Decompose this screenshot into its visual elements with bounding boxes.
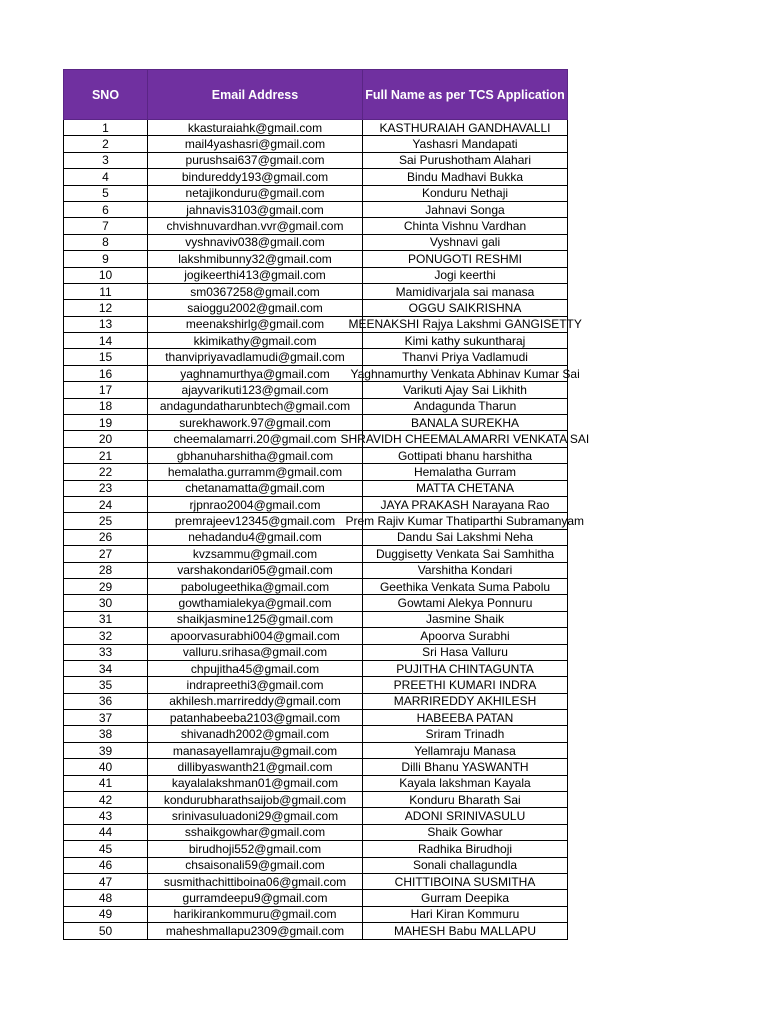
cell-email[interactable]: jahnavis3103@gmail.com	[148, 201, 363, 217]
cell-sno[interactable]: 7	[64, 218, 148, 234]
cell-full-name[interactable]: Sai Purushotham Alahari	[363, 152, 568, 168]
table-row	[64, 595, 568, 611]
cell-sno[interactable]: 6	[64, 201, 148, 217]
cell-sno[interactable]: 2	[64, 136, 148, 152]
cell-email[interactable]: bindureddy193@gmail.com	[148, 169, 363, 185]
cell-email[interactable]: shaikjasmine125@gmail.com	[148, 611, 363, 627]
table-row	[64, 251, 568, 267]
table-row	[64, 529, 568, 545]
table-row	[64, 890, 568, 906]
table-row	[64, 759, 568, 775]
cell-email[interactable]: indrapreethi3@gmail.com	[148, 677, 363, 693]
table-row	[64, 120, 568, 136]
cell-sno[interactable]: 46	[64, 857, 148, 873]
cell-sno[interactable]: 11	[64, 283, 148, 299]
cell-sno[interactable]: 31	[64, 611, 148, 627]
table-row	[64, 333, 568, 349]
cell-email[interactable]: yaghnamurthya@gmail.com	[148, 365, 363, 381]
header-sno[interactable]: SNO	[64, 70, 148, 120]
cell-text: SHRAVIDH CHEEMALAMARRI VENKATA SAI	[340, 432, 590, 447]
cell-sno[interactable]: 23	[64, 480, 148, 496]
table-row	[64, 841, 568, 857]
cell-sno[interactable]: 26	[64, 529, 148, 545]
table-row	[64, 283, 568, 299]
cell-email[interactable]: hemalatha.gurramm@gmail.com	[148, 464, 363, 480]
cell-sno[interactable]: 36	[64, 693, 148, 709]
cell-email[interactable]: patanhabeeba2103@gmail.com	[148, 710, 363, 726]
cell-full-name[interactable]: Varikuti Ajay Sai Likhith	[363, 382, 568, 398]
cell-full-name[interactable]: Hemalatha Gurram	[363, 464, 568, 480]
cell-full-name[interactable]: MATTA CHETANA	[363, 480, 568, 496]
cell-full-name[interactable]: Jogi keerthi	[363, 267, 568, 283]
table-row	[64, 201, 568, 217]
cell-full-name[interactable]: CHITTIBOINA SUSMITHA	[363, 873, 568, 889]
cell-full-name[interactable]	[340, 431, 590, 447]
cell-full-name[interactable]: Konduru Bharath Sai	[363, 792, 568, 808]
cell-email[interactable]: apoorvasurabhi004@gmail.com	[148, 628, 363, 644]
cell-full-name[interactable]	[345, 513, 585, 529]
cell-email[interactable]: kondurubharathsaijob@gmail.com	[148, 792, 363, 808]
cell-full-name[interactable]: Hari Kiran Kommuru	[363, 906, 568, 922]
table-row	[64, 169, 568, 185]
cell-email[interactable]: ajayvarikuti123@gmail.com	[148, 382, 363, 398]
cell-sno[interactable]: 22	[64, 464, 148, 480]
table-row	[64, 464, 568, 480]
cell-full-name[interactable]: Varshitha Kondari	[363, 562, 568, 578]
cell-full-name[interactable]: Gowtami Alekya Ponnuru	[363, 595, 568, 611]
table-row	[64, 546, 568, 562]
cell-sno[interactable]: 43	[64, 808, 148, 824]
table-row	[64, 234, 568, 250]
table-row	[64, 382, 568, 398]
table-row	[64, 792, 568, 808]
cell-email[interactable]: chpujitha45@gmail.com	[148, 660, 363, 676]
cell-full-name[interactable]: MARRIREDDY AKHILESH	[363, 693, 568, 709]
table-row	[64, 447, 568, 463]
table-row	[64, 152, 568, 168]
cell-email[interactable]: dillibyaswanth21@gmail.com	[148, 759, 363, 775]
cell-sno[interactable]: 25	[64, 513, 148, 529]
cell-sno[interactable]: 16	[64, 365, 148, 381]
cell-full-name[interactable]: Kayala lakshman Kayala	[363, 775, 568, 791]
cell-sno[interactable]: 27	[64, 546, 148, 562]
cell-sno[interactable]: 29	[64, 578, 148, 594]
table-row	[64, 513, 568, 529]
email-table	[63, 69, 590, 940]
table-row	[64, 267, 568, 283]
cell-full-name[interactable]: OGGU SAIKRISHNA	[363, 300, 568, 316]
cell-email[interactable]: harikirankommuru@gmail.com	[148, 906, 363, 922]
cell-sno[interactable]: 13	[64, 316, 148, 332]
cell-email[interactable]: kkimikathy@gmail.com	[148, 333, 363, 349]
table-row	[64, 726, 568, 742]
cell-sno[interactable]: 15	[64, 349, 148, 365]
cell-sno[interactable]: 38	[64, 726, 148, 742]
table-row	[64, 365, 568, 381]
cell-full-name[interactable]: Sonali challagundla	[363, 857, 568, 873]
cell-email[interactable]: gowthamialekya@gmail.com	[148, 595, 363, 611]
cell-full-name[interactable]: Apoorva Surabhi	[363, 628, 568, 644]
table-row	[64, 644, 568, 660]
cell-full-name[interactable]: Andagunda Tharun	[363, 398, 568, 414]
cell-email[interactable]: rjpnrao2004@gmail.com	[148, 496, 363, 512]
cell-email[interactable]: netajikonduru@gmail.com	[148, 185, 363, 201]
table-row	[64, 710, 568, 726]
cell-email[interactable]: meenakshirlg@gmail.com	[148, 316, 363, 332]
cell-sno[interactable]: 18	[64, 398, 148, 414]
cell-full-name[interactable]	[350, 365, 580, 381]
table-row	[64, 775, 568, 791]
cell-full-name[interactable]: Dilli Bhanu YASWANTH	[363, 759, 568, 775]
table-row	[64, 906, 568, 922]
cell-sno[interactable]: 40	[64, 759, 148, 775]
cell-full-name[interactable]: Gottipati bhanu harshitha	[363, 447, 568, 463]
cell-email[interactable]: valluru.srihasa@gmail.com	[148, 644, 363, 660]
cell-sno[interactable]: 20	[64, 431, 148, 447]
cell-sno[interactable]: 1	[64, 120, 148, 136]
cell-email[interactable]: chvishnuvardhan.vvr@gmail.com	[148, 218, 363, 234]
cell-full-name[interactable]: Shaik Gowhar	[363, 824, 568, 840]
cell-sno[interactable]: 9	[64, 251, 148, 267]
cell-full-name[interactable]: PONUGOTI RESHMI	[363, 251, 568, 267]
cell-sno[interactable]: 10	[64, 267, 148, 283]
table-row	[64, 677, 568, 693]
table-row	[64, 218, 568, 234]
header-row	[64, 70, 568, 120]
cell-email[interactable]: gurramdeepu9@gmail.com	[148, 890, 363, 906]
table-row	[64, 136, 568, 152]
cell-email[interactable]: kayalalakshman01@gmail.com	[148, 775, 363, 791]
cell-text: Yaghnamurthy Venkata Abhinav Kumar Sai	[350, 366, 580, 381]
table-row	[64, 562, 568, 578]
cell-sno[interactable]: 4	[64, 169, 148, 185]
cell-full-name[interactable]: Radhika Birudhoji	[363, 841, 568, 857]
table-row	[64, 857, 568, 873]
header-email[interactable]: Email Address	[148, 70, 363, 120]
cell-full-name[interactable]: Yellamraju Manasa	[363, 742, 568, 758]
cell-email[interactable]: sshaikgowhar@gmail.com	[148, 824, 363, 840]
cell-email[interactable]: surekhawork.97@gmail.com	[148, 415, 363, 431]
cell-email[interactable]: manasayellamraju@gmail.com	[148, 742, 363, 758]
cell-full-name[interactable]: ADONI SRINIVASULU	[363, 808, 568, 824]
table-row	[64, 480, 568, 496]
cell-full-name[interactable]: Bindu Madhavi Bukka	[363, 169, 568, 185]
table-row	[64, 185, 568, 201]
cell-sno[interactable]: 47	[64, 873, 148, 889]
cell-full-name[interactable]: PUJITHA CHINTAGUNTA	[363, 660, 568, 676]
table-row	[64, 693, 568, 709]
cell-email[interactable]: nehadandu4@gmail.com	[148, 529, 363, 545]
cell-sno[interactable]: 33	[64, 644, 148, 660]
cell-full-name[interactable]: MAHESH Babu MALLAPU	[363, 923, 568, 939]
cell-email[interactable]: jogikeerthi413@gmail.com	[148, 267, 363, 283]
cell-sno[interactable]: 35	[64, 677, 148, 693]
cell-full-name[interactable]: Jahnavi Songa	[363, 201, 568, 217]
cell-full-name[interactable]: Konduru Nethaji	[363, 185, 568, 201]
table-row	[64, 316, 568, 332]
cell-sno[interactable]: 8	[64, 234, 148, 250]
cell-full-name[interactable]: KASTHURAIAH GANDHAVALLI	[363, 120, 568, 136]
cell-email[interactable]: maheshmallapu2309@gmail.com	[148, 923, 363, 939]
cell-full-name[interactable]: Thanvi Priya Vadlamudi	[363, 349, 568, 365]
cell-full-name[interactable]: Kimi kathy sukuntharaj	[363, 333, 568, 349]
table-row	[64, 496, 568, 512]
cell-email[interactable]: saioggu2002@gmail.com	[148, 300, 363, 316]
cell-email[interactable]: andagundatharunbtech@gmail.com	[148, 398, 363, 414]
table-row	[64, 742, 568, 758]
cell-sno[interactable]: 3	[64, 152, 148, 168]
cell-sno[interactable]: 50	[64, 923, 148, 939]
cell-full-name[interactable]: Duggisetty Venkata Sai Samhitha	[363, 546, 568, 562]
cell-sno[interactable]: 19	[64, 415, 148, 431]
cell-full-name[interactable]: Dandu Sai Lakshmi Neha	[363, 529, 568, 545]
cell-full-name[interactable]: Geethika Venkata Suma Pabolu	[363, 578, 568, 594]
cell-sno[interactable]: 12	[64, 300, 148, 316]
cell-full-name[interactable]: JAYA PRAKASH Narayana Rao	[363, 496, 568, 512]
table-row	[64, 923, 568, 939]
cell-email[interactable]: lakshmibunny32@gmail.com	[148, 251, 363, 267]
cell-sno[interactable]: 48	[64, 890, 148, 906]
cell-sno[interactable]: 28	[64, 562, 148, 578]
table-row	[64, 578, 568, 594]
cell-full-name[interactable]: Yashasri Mandapati	[363, 136, 568, 152]
cell-text: Prem Rajiv Kumar Thatiparthi Subramanyam	[345, 514, 585, 529]
table-body	[64, 120, 590, 940]
cell-email[interactable]: chetanamatta@gmail.com	[148, 480, 363, 496]
cell-sno[interactable]: 32	[64, 628, 148, 644]
cell-email[interactable]: sm0367258@gmail.com	[148, 283, 363, 299]
cell-email[interactable]: vyshnaviv038@gmail.com	[148, 234, 363, 250]
cell-sno[interactable]: 14	[64, 333, 148, 349]
cell-sno[interactable]: 45	[64, 841, 148, 857]
table-row	[64, 660, 568, 676]
cell-sno[interactable]: 17	[64, 382, 148, 398]
cell-full-name[interactable]: PREETHI KUMARI INDRA	[363, 677, 568, 693]
cell-full-name[interactable]: Sri Hasa Valluru	[363, 644, 568, 660]
table-row	[64, 415, 568, 431]
cell-text: MEENAKSHI Rajya Lakshmi GANGISETTY	[348, 317, 582, 332]
table-row	[64, 628, 568, 644]
cell-full-name[interactable]: Sriram Trinadh	[363, 726, 568, 742]
cell-email[interactable]: srinivasuluadoni29@gmail.com	[148, 808, 363, 824]
cell-sno[interactable]: 30	[64, 595, 148, 611]
cell-full-name[interactable]: Vyshnavi gali	[363, 234, 568, 250]
cell-sno[interactable]: 34	[64, 660, 148, 676]
cell-email[interactable]: purushsai637@gmail.com	[148, 152, 363, 168]
header-full-name[interactable]: Full Name as per TCS Application	[363, 70, 568, 120]
table-row	[64, 873, 568, 889]
cell-email[interactable]: premrajeev12345@gmail.com	[148, 513, 363, 529]
cell-full-name[interactable]: BANALA SUREKHA	[363, 415, 568, 431]
cell-full-name[interactable]: HABEEBA PATAN	[363, 710, 568, 726]
cell-sno[interactable]: 21	[64, 447, 148, 463]
table-row	[64, 611, 568, 627]
cell-email[interactable]: akhilesh.marrireddy@gmail.com	[148, 693, 363, 709]
table-row	[64, 431, 568, 447]
table-row	[64, 349, 568, 365]
cell-full-name[interactable]: Gurram Deepika	[363, 890, 568, 906]
cell-sno[interactable]: 41	[64, 775, 148, 791]
table-row	[64, 824, 568, 840]
cell-email[interactable]: shivanadh2002@gmail.com	[148, 726, 363, 742]
cell-email[interactable]: susmithachittiboina06@gmail.com	[148, 873, 363, 889]
cell-sno[interactable]: 24	[64, 496, 148, 512]
cell-email[interactable]: mail4yashasri@gmail.com	[148, 136, 363, 152]
cell-email[interactable]: gbhanuharshitha@gmail.com	[148, 447, 363, 463]
cell-sno[interactable]: 49	[64, 906, 148, 922]
table-row	[64, 808, 568, 824]
cell-sno[interactable]: 37	[64, 710, 148, 726]
table-row	[64, 300, 568, 316]
cell-email[interactable]: kvzsammu@gmail.com	[148, 546, 363, 562]
cell-full-name[interactable]: Mamidivarjala sai manasa	[363, 283, 568, 299]
cell-email[interactable]: kkasturaiahk@gmail.com	[148, 120, 363, 136]
cell-email[interactable]: cheemalamarri.20@gmail.com	[148, 431, 363, 447]
cell-email[interactable]: thanvipriyavadlamudi@gmail.com	[148, 349, 363, 365]
cell-sno[interactable]: 42	[64, 792, 148, 808]
cell-full-name[interactable]	[348, 316, 582, 332]
cell-sno[interactable]: 5	[64, 185, 148, 201]
cell-email[interactable]: chsaisonali59@gmail.com	[148, 857, 363, 873]
cell-sno[interactable]: 39	[64, 742, 148, 758]
table-row	[64, 398, 568, 414]
cell-email[interactable]: varshakondari05@gmail.com	[148, 562, 363, 578]
cell-full-name[interactable]: Chinta Vishnu Vardhan	[363, 218, 568, 234]
cell-sno[interactable]: 44	[64, 824, 148, 840]
cell-email[interactable]: pabolugeethika@gmail.com	[148, 578, 363, 594]
cell-full-name[interactable]: Jasmine Shaik	[363, 611, 568, 627]
cell-email[interactable]: birudhoji552@gmail.com	[148, 841, 363, 857]
